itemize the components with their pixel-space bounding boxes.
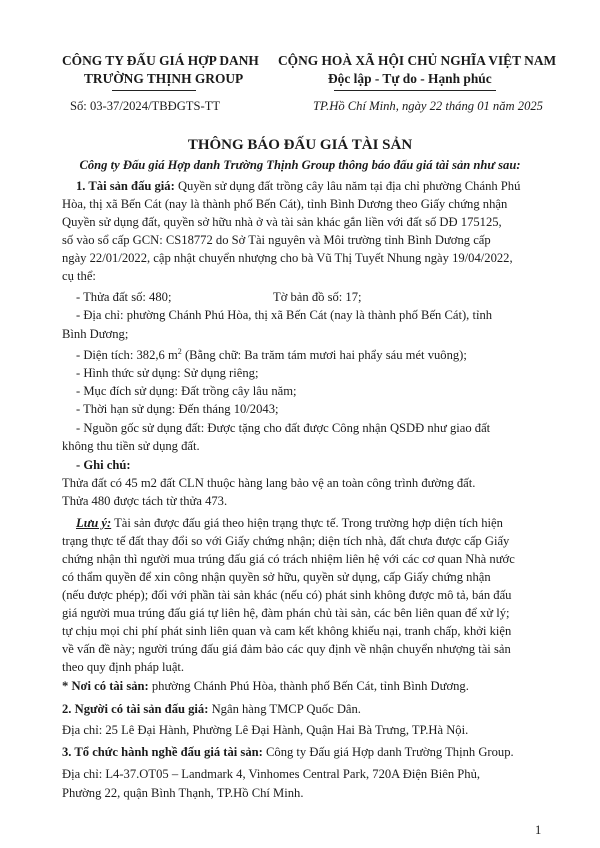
caution-line-5: (nếu được phép); đối với phần tài sản khác (nếu có) phát sinh không được mô tả, bán đấu: [62, 588, 512, 602]
page-number: 1: [535, 823, 542, 837]
asset-location-label: * Nơi có tài sản:: [62, 679, 149, 693]
section2-line: [62, 702, 361, 717]
section3-value: Công ty Đấu giá Hợp danh Trường Thịnh Group.: [262, 745, 514, 759]
section3-line: [62, 745, 514, 760]
motto-underline: [334, 90, 496, 91]
area-unit-sup: 2: [177, 347, 182, 356]
section1-line-3: Quyền sử dụng đất, quyền sở hữu nhà ở và tài sản khác gắn liền với đất số DĐ 175125,: [62, 215, 502, 229]
caution-line-6: giá người mua trúng đấu giá tự liên hệ, đàm phán chủ tài sản, các bên liên quan để xử lý;: [62, 606, 510, 620]
section3-label: 3. Tổ chức hành nghề đấu giá tài sản:: [62, 745, 263, 759]
address-line-1: - Địa chỉ: phường Chánh Phú Hòa, thị xã Bến Cát (nay là thành phố Bến Cát), tỉnh: [76, 308, 493, 322]
section1-line-1: [76, 179, 520, 194]
section1-line-6: cụ thể:: [62, 269, 96, 283]
map-sheet-number: Tờ bản đồ số: 17;: [273, 290, 362, 304]
note-label: - Ghi chú:: [76, 458, 131, 472]
section1-line-5: ngày 22/01/2022, cập nhật chuyển nhượng cho bà Vũ Thị Tuyết Nhung ngày 19/04/2022,: [62, 251, 513, 265]
origin-line-2: không thu tiền sử dụng đất.: [62, 439, 200, 453]
caution-line-3: chứng nhận thì người mua trúng đấu giá có trách nhiệm liên hệ với các cơ quan Nhà nước: [62, 552, 515, 566]
caution-line-4: có thẩm quyền để xin công nhận quyền sở hữu, quyền sử dụng, cấp Giấy chứng nhận: [62, 570, 491, 584]
company-underline: [112, 90, 196, 91]
area-in-words: (Bằng chữ: Ba trăm tám mươi hai phẩy sáu mét vuông);: [181, 348, 467, 363]
section2-value: Ngân hàng TMCP Quốc Dân.: [208, 702, 361, 716]
parcel-number: - Thửa đất số: 480;: [76, 290, 172, 304]
document-subtitle: Công ty Đấu giá Hợp danh Trường Thịnh Group thông báo đấu giá tài sản như sau:: [79, 158, 521, 172]
area-value: - Diện tích: 382,6 m: [76, 348, 178, 363]
asset-location-value: phường Chánh Phú Hòa, thành phố Bến Cát, tỉnh Bình Dương.: [148, 679, 469, 693]
section3-address-line-2: Phường 22, quận Bình Thạnh, TP.Hồ Chí Minh.: [62, 786, 304, 800]
national-motto: Độc lập - Tự do - Hạnh phúc: [328, 71, 492, 86]
usage-purpose: - Mục đích sử dụng: Đất trồng cây lâu năm;: [76, 384, 297, 398]
caution-line-1: [76, 516, 503, 531]
caution-line-8: về vấn đề này; người trúng đấu giá đảm bảo các quy định về nhận chuyển nhượng tài sản: [62, 642, 511, 656]
area-line: [76, 347, 467, 363]
address-line-2: Bình Dương;: [62, 327, 129, 341]
section1-line-4: số vào sổ cấp GCN: CS18772 do Sở Tài nguyên và Môi trường tỉnh Bình Dương cấp: [62, 233, 491, 247]
section1-line-2: Hòa, thị xã Bến Cát (nay là thành phố Bến Cát), tỉnh Bình Dương theo Giấy chứng nhận: [62, 197, 508, 211]
section3-address-line-1: Địa chỉ: L4-37.OT05 – Landmark 4, Vinhomes Central Park, 720A Điện Biên Phủ,: [62, 767, 481, 781]
caution-label: Lưu ý:: [76, 516, 112, 530]
usage-term: - Thời hạn sử dụng: Đến tháng 10/2043;: [76, 402, 279, 416]
section2-address: Địa chỉ: 25 Lê Đại Hành, Phường Lê Đại Hành, Quận Hai Bà Trưng, TP.Hà Nội.: [62, 723, 469, 737]
caution-line-2: trạng thực tế đất thay đổi so với Giấy chứng nhận; diện tích nhà, đất chưa được cấp Giấy: [62, 534, 510, 548]
section1-label: 1. Tài sản đấu giá:: [76, 179, 175, 193]
national-title: CỘNG HOÀ XÃ HỘI CHỦ NGHĨA VIỆT NAM: [278, 53, 557, 68]
company-name-line2: TRƯỜNG THỊNH GROUP: [84, 71, 244, 86]
document-title: THÔNG BÁO ĐẤU GIÁ TÀI SẢN: [187, 137, 413, 153]
note-line-2: Thửa 480 được tách từ thửa 473.: [62, 494, 228, 508]
document-number: Số: 03-37/2024/TBĐGTS-TT: [70, 99, 221, 113]
origin-line-1: - Nguồn gốc sử dụng đất: Được tặng cho đất được Công nhận QSDĐ như giao đất: [76, 421, 491, 435]
caution-text-1: Tài sản được đấu giá theo hiện trạng thực tế. Trong trường hợp diện tích hiện: [111, 516, 503, 530]
caution-line-7: tự chịu mọi chi phí phát sinh liên quan và cam kết không khiếu nại, tranh chấp, khởi kiện: [62, 624, 512, 638]
company-name-line1: CÔNG TY ĐẤU GIÁ HỢP DANH: [62, 53, 259, 68]
section1-text-1: Quyền sử dụng đất trồng cây lâu năm tại địa chỉ phường Chánh Phú: [174, 179, 521, 193]
usage-form: - Hình thức sử dụng: Sử dụng riêng;: [76, 366, 259, 380]
caution-line-9: theo quy định pháp luật.: [62, 660, 185, 674]
section2-label: 2. Người có tài sản đấu giá:: [62, 702, 209, 716]
note-line-1: Thửa đất có 45 m2 đất CLN thuộc hàng lang bảo vệ an toàn công trình đường đất.: [62, 476, 476, 490]
place-and-date: TP.Hồ Chí Minh, ngày 22 tháng 01 năm 2025: [313, 99, 543, 113]
asset-location: [62, 679, 469, 694]
